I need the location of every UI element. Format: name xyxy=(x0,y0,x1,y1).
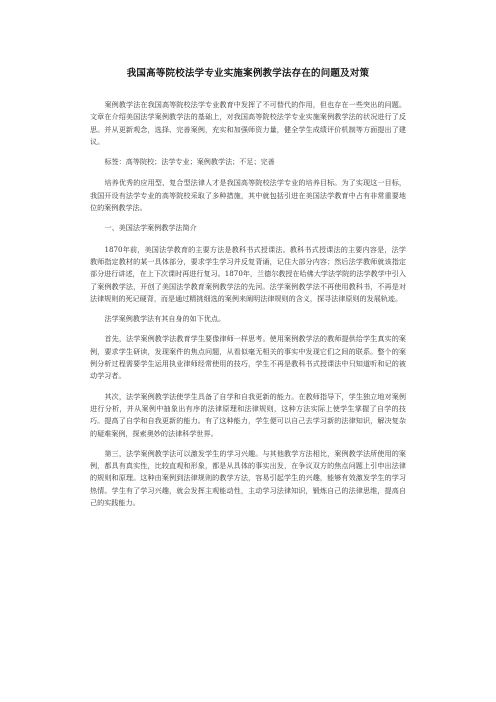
body-paragraph: 法学案例教学法有其自身的如下优点。 xyxy=(104,314,226,324)
intro-paragraph: 培养优秀的应用型、复合型法律人才是我国高等院校法学专业的培养目标。为了实现这一目标，我国开设有法学专业的高等院校采取了多种措施，其中就包括引进在美国法学教育中占有非常重要地位的案例教学法。 xyxy=(90,178,406,213)
body-paragraph: 第三，法学案例教学法可以激发学生的学习兴趣。与其他教学方法相比，案例教学法所使用的案例，都具有真实性，比较直观和形象，都是从具体的事实出发，在争议双方的焦点问题上引申出法律的规则和原理。这种由案例到法律规则的教学方法，容易引起学生的兴趣，能够有效激发学生的学习热情。学生有了学习兴趣，就会发挥主观能动性，主动学习法律知识，锻炼自己的法律思维，提高自己的实践能力。 xyxy=(90,448,406,508)
body-paragraph: 其次，法学案例教学法使学生具备了自学和自我更新的能力。在教师指导下，学生独立地对案例进行分析，并从案例中抽象出有序的法律原理和法律规则，这种方法实际上使学生掌握了自学的技巧。提高了自学和自我更新的能力。有了这种能力，学生便可以自己去学习新的法律知识，解决复杂的疑难案例，探索奥妙的法律科学世界。 xyxy=(90,391,406,438)
section-heading: 一、美国法学案例教学法简介 xyxy=(104,223,197,233)
keywords-paragraph: 标签：高等院校；法学专业；案例教学法；不足；完善 xyxy=(104,157,275,167)
body-paragraph: 首先，法学案例教学法教育学生要像律师一样思考。使用案例教学法的教师提供给学生真实的案例，要求学生研读，发现案件的焦点问题，从看似毫无相关的事实中发现它们之间的联系。整个的案例分析过程需要学生运用执业律师经常使用的技巧，学生不再是教科书式授课法中只知道听和记的被动学习者。 xyxy=(90,334,406,381)
document-title: 我国高等院校法学专业实施案例教学法存在的问题及对策 xyxy=(126,68,370,79)
abstract-paragraph: 案例教学法在我国高等院校法学专业教育中发挥了不可替代的作用，但也存在一些突出的问题。文章在介绍美国法学案例教学法的基础上，对我国高等院校法学专业实施案例教学法的状况进行了反思。并从更新观念，选择、完善案例，充实和加强师资力量，健全学生成绩评价机制等方面提出了建议。 xyxy=(90,100,406,146)
body-paragraph: 1870年前，美国法学教育的主要方法是教科书式授课法。教科书式授课法的主要内容是，法学教师指定教材的某一具体部分，要求学生学习并反复背诵，记住大部分内容；然后法学教师就该指定部分进行讲述，在上下次课时再进行复习。1870年，兰德尔教授在哈佛大学法学院的法学教学中引入了案例教学法，开创了美国法学教育案例教学法的先河。法学案例教学法不再使用教科书，不再是对法律规则的死记硬背，而是通过精挑细选的案例来阐明法律规则的含义，探寻法律原则的发展轨迹。 xyxy=(90,244,406,303)
